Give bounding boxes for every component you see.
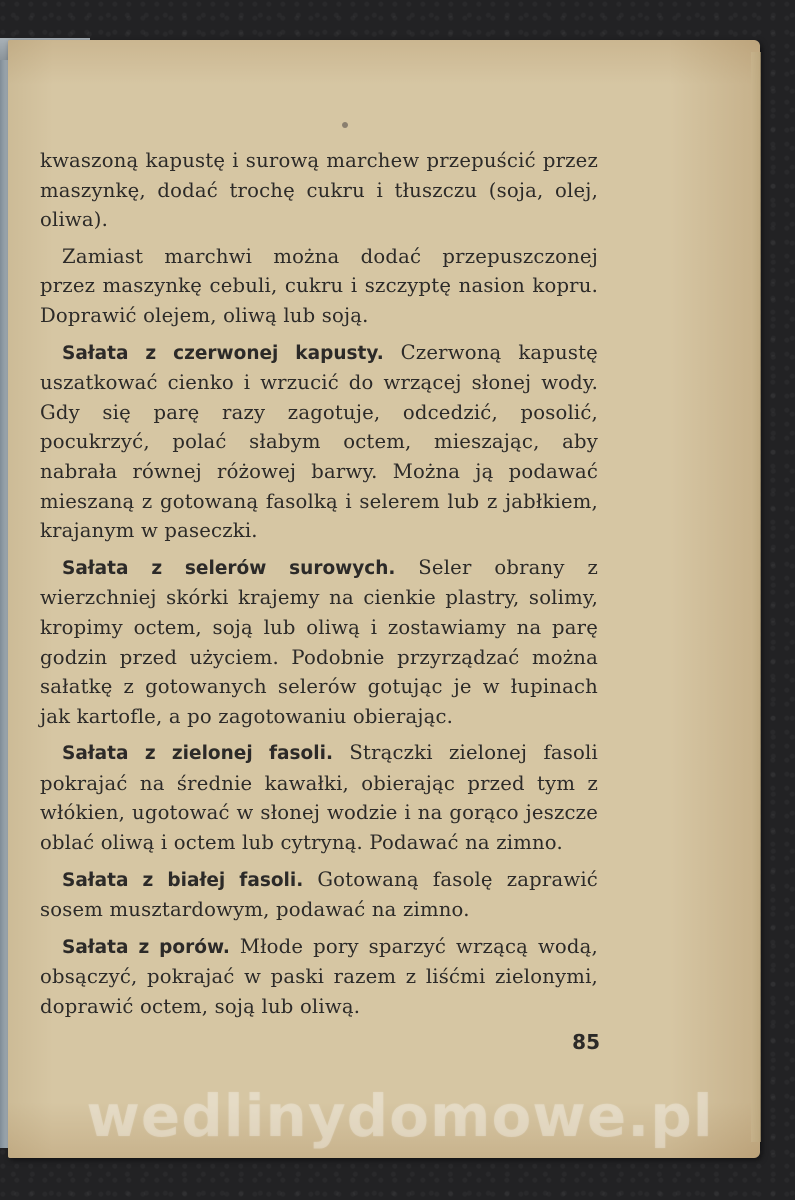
page-stack-edge xyxy=(751,52,761,1142)
recipe-paragraph xyxy=(40,338,598,546)
recipe-title: Sałata z czerwonej kapusty. xyxy=(62,342,384,364)
recipe-title: Sałata z białej fasoli. xyxy=(62,869,304,891)
recipe-text: Strączki zielonej fasoli pokrajać na średnie kawałki, obierając przed tym z włókien, ugotować w słonej wodzie i na gorąco jeszcze oblać oliwą i octem lub cytryną. Podawać na zimno. xyxy=(40,741,598,855)
page-number: 85 xyxy=(572,1030,600,1054)
alternative-paragraph: Zamiast marchwi można dodać przepuszczonej przez maszynkę cebuli, cukru i szczyptę nasion kopru. Doprawić olejem, oliwą lub soją. xyxy=(40,244,598,327)
page-text xyxy=(40,146,598,1029)
recipe-text: Młode pory sparzyć wrzącą wodą, obsączyć, pokrajać w paski razem z liśćmi zielonymi, doprawić octem, soją lub oliwą. xyxy=(40,934,598,1019)
ink-spot xyxy=(342,122,348,128)
recipe-text: Seler obrany z wierzchniej skórki krajemy na cienkie plastry, solimy, kropimy octem, soją lub oliwą i zostawiamy na parę godzin przed użyciem. Podobnie przyrządzać można sałatkę z gotowanych selerów gotując je w łupinach jak kartofle, a po zagotowaniu obierając. xyxy=(40,555,598,728)
site-watermark: wedlinydomowe.pl xyxy=(86,1082,714,1150)
recipe-paragraph xyxy=(40,865,598,925)
recipe-text: Gotowaną fasolę zaprawić sosem musztardowym, podawać na zimno. xyxy=(40,867,598,922)
recipe-title: Sałata z selerów surowych. xyxy=(62,557,396,579)
recipe-title: Sałata z zielonej fasoli. xyxy=(62,743,333,765)
recipe-paragraph xyxy=(40,553,598,732)
recipe-text: Czerwoną kapustę uszatkować cienko i wrzucić do wrzącej słonej wody. Gdy się parę razy zagotuje, odcedzić, posolić, pocukrzyć, polać słabym octem, mieszając, aby nabrała równej różowej barwy. Można ją podawać mieszaną z gotowaną fasolką i selerem lub z jabłkiem, krajanym w paseczki. xyxy=(40,340,598,543)
recipe-title: Sałata z porów. xyxy=(62,936,230,958)
intro-paragraph: kwaszoną kapustę i surową marchew przepuścić przez maszynkę, dodać trochę cukru i tłuszczu (soja, olej, oliwa). xyxy=(40,149,598,232)
recipe-paragraph xyxy=(40,738,598,857)
recipe-paragraph xyxy=(40,932,598,1022)
